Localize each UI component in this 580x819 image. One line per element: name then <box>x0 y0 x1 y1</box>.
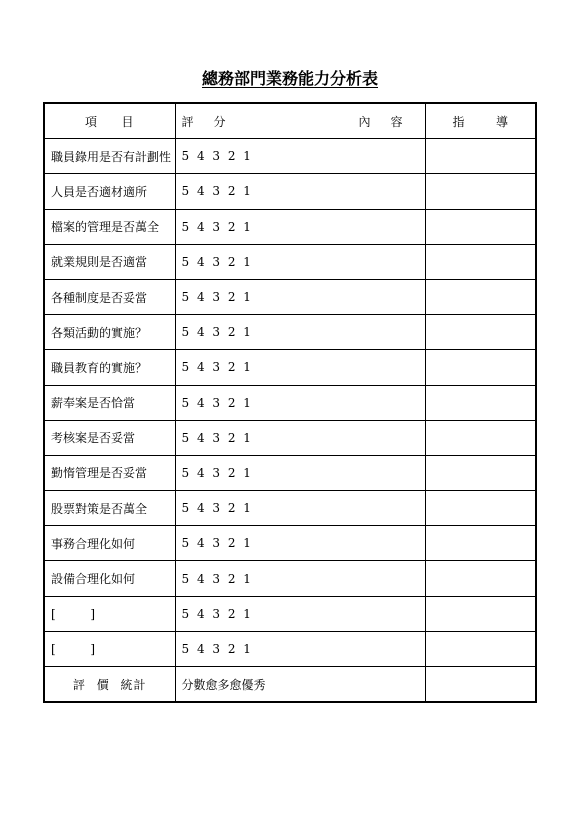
header-row <box>44 103 536 139</box>
item-cell: 檔案的管理是否萬全 <box>44 209 175 244</box>
guide-cell[interactable] <box>425 385 536 420</box>
score-options[interactable]: 5 4 3 2 1 <box>175 315 425 350</box>
table-row <box>44 315 536 350</box>
score-options[interactable]: 5 4 3 2 1 <box>175 385 425 420</box>
item-cell: 設備合理化如何 <box>44 561 175 596</box>
table-row <box>44 139 536 174</box>
score-options[interactable]: 5 4 3 2 1 <box>175 174 425 209</box>
table-row <box>44 455 536 490</box>
header-score-char-1: 評 <box>181 114 194 129</box>
guide-cell[interactable] <box>425 491 536 526</box>
bracket-close: ] <box>90 606 95 621</box>
guide-cell[interactable] <box>425 455 536 490</box>
item-cell: 各類活動的實施？ <box>44 315 175 350</box>
item-cell: 事務合理化如何 <box>44 526 175 561</box>
score-options[interactable]: 5 4 3 2 1 <box>175 455 425 490</box>
item-cell: 職員教育的實施？ <box>44 350 175 385</box>
guide-cell[interactable] <box>425 315 536 350</box>
table-row <box>44 350 536 385</box>
item-cell: 職員錄用是否有計劃性 <box>44 139 175 174</box>
table-row <box>44 491 536 526</box>
guide-cell[interactable] <box>425 279 536 314</box>
item-cell: 就業規則是否適當 <box>44 244 175 279</box>
item-cell: 人員是否適材適所 <box>44 174 175 209</box>
guide-cell[interactable] <box>425 350 536 385</box>
summary-guide-cell[interactable] <box>425 667 536 703</box>
header-item-char-1: 項 <box>85 114 99 129</box>
score-options[interactable]: 5 4 3 2 1 <box>175 139 425 174</box>
item-cell: 考核案是否妥當 <box>44 420 175 455</box>
bracket-open: [ <box>51 606 56 621</box>
score-options[interactable]: 5 4 3 2 1 <box>175 631 425 666</box>
table-row <box>44 561 536 596</box>
blank-item-row <box>44 631 536 666</box>
header-guide-cell <box>425 103 536 139</box>
header-item-char-2: 目 <box>121 114 135 129</box>
guide-cell[interactable] <box>425 596 536 631</box>
score-options[interactable]: 5 4 3 2 1 <box>175 209 425 244</box>
item-cell: 股票對策是否萬全 <box>44 491 175 526</box>
table-row <box>44 209 536 244</box>
table-row <box>44 244 536 279</box>
score-options[interactable]: 5 4 3 2 1 <box>175 350 425 385</box>
header-content-char-1: 內 <box>358 114 371 129</box>
blank-item-cell[interactable] <box>44 631 175 666</box>
blank-item-row <box>44 596 536 631</box>
item-cell: 薪奉案是否恰當 <box>44 385 175 420</box>
page-title <box>0 66 580 89</box>
score-options[interactable]: 5 4 3 2 1 <box>175 491 425 526</box>
item-cell: 各種制度是否妥當 <box>44 279 175 314</box>
guide-cell[interactable] <box>425 561 536 596</box>
guide-cell[interactable] <box>425 174 536 209</box>
blank-item-cell[interactable] <box>44 596 175 631</box>
guide-cell[interactable] <box>425 526 536 561</box>
guide-cell[interactable] <box>425 631 536 666</box>
table-row <box>44 279 536 314</box>
summary-label: 評 價 統計 <box>44 667 175 703</box>
header-score-char-2: 分 <box>213 114 226 129</box>
score-options[interactable]: 5 4 3 2 1 <box>175 526 425 561</box>
table-row <box>44 174 536 209</box>
header-guide-char-1: 指 <box>452 114 465 129</box>
guide-cell[interactable] <box>425 244 536 279</box>
bracket-open: [ <box>51 641 56 656</box>
guide-cell[interactable] <box>425 420 536 455</box>
score-options[interactable]: 5 4 3 2 1 <box>175 279 425 314</box>
title-text: 總務部門業務能力分析表 <box>201 69 378 88</box>
summary-value: 分數愈多愈優秀 <box>175 667 425 703</box>
analysis-table <box>43 102 537 703</box>
header-score-cell <box>175 103 425 139</box>
guide-cell[interactable] <box>425 139 536 174</box>
guide-cell[interactable] <box>425 209 536 244</box>
table-row <box>44 420 536 455</box>
header-guide-char-2: 導 <box>495 114 508 129</box>
table-row <box>44 526 536 561</box>
summary-row <box>44 667 536 703</box>
score-options[interactable]: 5 4 3 2 1 <box>175 596 425 631</box>
score-options[interactable]: 5 4 3 2 1 <box>175 244 425 279</box>
item-cell: 勤惰管理是否妥當 <box>44 455 175 490</box>
bracket-close: ] <box>90 641 95 656</box>
score-options[interactable]: 5 4 3 2 1 <box>175 420 425 455</box>
table-row <box>44 385 536 420</box>
header-content-char-2: 容 <box>390 114 403 129</box>
score-options[interactable]: 5 4 3 2 1 <box>175 561 425 596</box>
header-item-cell <box>44 103 175 139</box>
